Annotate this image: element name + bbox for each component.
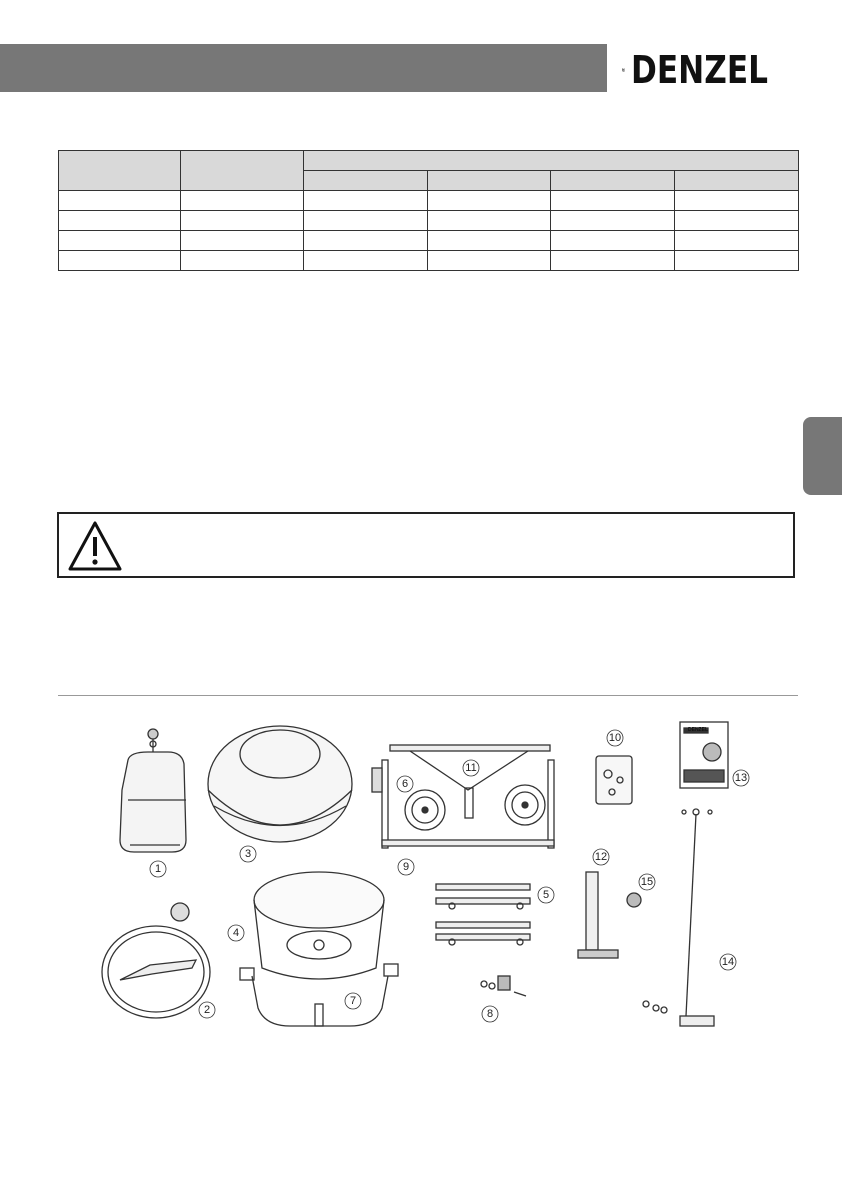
- part-label: 3: [244, 848, 252, 860]
- part-label: 5: [542, 889, 550, 901]
- part-label: 9: [402, 861, 410, 873]
- manual-brand: DENZEL: [688, 727, 708, 733]
- part-label: 1: [154, 863, 162, 875]
- section-divider: [58, 695, 798, 696]
- part-yoke: [240, 964, 398, 1026]
- table-row: [59, 211, 799, 231]
- table-row: [59, 191, 799, 211]
- part-label: 11: [465, 762, 477, 774]
- table-subheader-cell: [428, 171, 551, 191]
- brand-name: DENZEL: [630, 48, 768, 92]
- part-motor-cover: [120, 729, 186, 852]
- part-label: 4: [232, 927, 240, 939]
- part-label: 12: [594, 851, 608, 863]
- part-label: 14: [721, 956, 735, 968]
- part-drum-top: [208, 726, 352, 842]
- table-row: [59, 231, 799, 251]
- warning-box: [57, 512, 795, 578]
- part-drum-base: [254, 872, 384, 979]
- part-label: 8: [486, 1008, 494, 1020]
- part-lever-rod: [640, 809, 714, 1026]
- part-accessory-bag: [596, 756, 632, 804]
- denzel-logo-icon: [622, 45, 625, 95]
- part-mixing-blades: [102, 903, 210, 1018]
- part-label: 15: [640, 876, 654, 888]
- table-header-group: [304, 151, 799, 171]
- part-pinion-gear: [627, 893, 641, 907]
- table-subheader-cell: [551, 171, 675, 191]
- warning-triangle-icon: [67, 520, 123, 572]
- brand-logo: [622, 44, 798, 96]
- part-label: 2: [203, 1004, 211, 1016]
- part-stand-leg: [578, 872, 618, 958]
- table-header-cell: [181, 151, 304, 191]
- part-label: 7: [349, 995, 357, 1007]
- spec-table: [58, 150, 799, 271]
- table-header-cell: [59, 151, 181, 191]
- header-bar: [0, 44, 607, 92]
- part-label: 6: [401, 778, 409, 790]
- part-hardware: [481, 976, 526, 996]
- parts-illustration: [0, 700, 842, 1040]
- table-row: [59, 251, 799, 271]
- part-label: 10: [608, 732, 622, 744]
- part-base-rails: [436, 884, 530, 945]
- part-label: 13: [734, 772, 748, 784]
- section-tab: [803, 417, 842, 495]
- table-subheader-cell: [675, 171, 799, 191]
- table-subheader-cell: [304, 171, 428, 191]
- part-frame-wheels: [372, 745, 554, 848]
